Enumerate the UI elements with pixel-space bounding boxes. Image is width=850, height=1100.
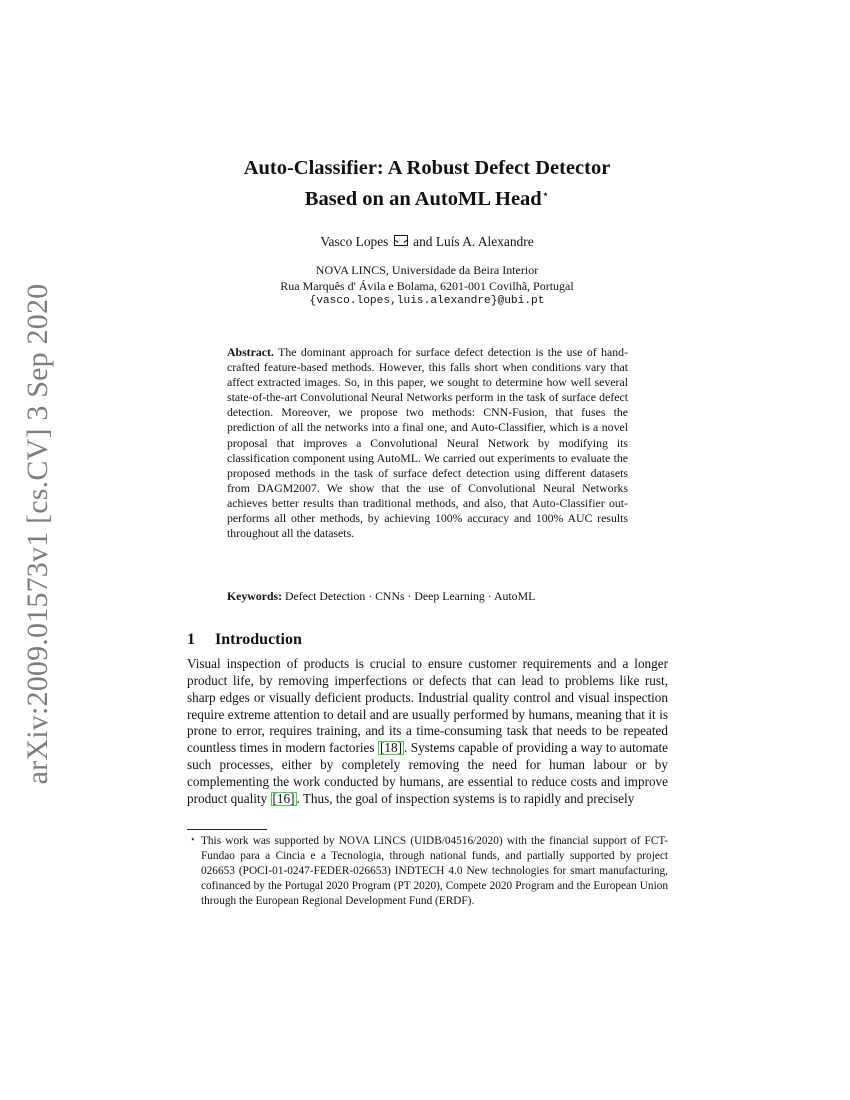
paper-title	[180, 155, 674, 212]
author-list	[180, 233, 674, 251]
arxiv-identifier: arXiv:2009.01573v1 [cs.CV] 3 Sep 2020	[21, 283, 54, 785]
citation-link-16[interactable]: [16]	[272, 790, 295, 806]
section-title: Introduction	[215, 631, 302, 648]
author-emails: {vasco.lopes,luis.alexandre}@ubi.pt	[309, 295, 545, 307]
footnote-rule	[187, 829, 267, 830]
author-first: Vasco Lopes	[320, 234, 389, 249]
footnote-text: This work was supported by NOVA LINCS (UIDB/04516/2020) with the financial support of FCT-Fundao para a Cincia e a Tecnologia, through national funds, and partially supported by project 026653 (POCI-01-0247-FEDER-026653) INDTECH 4.0 New technologies for smart manufacturing, cofinanced by the Portugal 2020 Program (PT 2020), Compete 2020 Program and the European Union through the European Regional Development Fund (ERDF).	[201, 835, 668, 908]
intro-text-3: . Thus, the goal of inspection systems is to rapidly and precisely	[296, 790, 635, 806]
keywords-text: Defect Detection · CNNs · Deep Learning · AutoML	[285, 589, 536, 603]
keywords-label: Keywords:	[227, 589, 283, 603]
author-second: Luís A. Alexandre	[435, 234, 534, 249]
title-line-2-text: Based on an AutoML Head	[304, 188, 542, 210]
section-heading	[187, 631, 302, 649]
footnote	[187, 834, 668, 909]
citation-link-18[interactable]: [18]	[379, 740, 402, 756]
section-number: 1	[187, 631, 195, 648]
envelope-icon	[394, 235, 408, 246]
title-footnote-mark: ⋆	[541, 187, 550, 201]
abstract-text: The dominant approach for surface defect detection is the use of hand-crafted feature-based methods. However, this falls short when conditions vary that affect extracted images. So, in this paper, we sought to determine how well several state-of-the-art Convolutional Neural Networks perform in the task of surface defect detection. Moreover, we propose two methods: CNN-Fusion, that fuses the prediction of all the networks into a final one, and Auto-Classifier, which is a novel proposal that improves a Convolutional Neural Network by modifying its classification component using AutoML. We carried out experiments to evaluate the proposed methods in the task of surface defect detection using different datasets from DAGM2007. We show that the use of Convolutional Neural Networks achieves better results than traditional methods, and also, that Auto-Classifier out-performs all other methods, by achieving 100% accuracy and 100% AUC results throughout all the datasets.	[227, 345, 628, 541]
title-line-2	[180, 181, 674, 212]
abstract-label: Abstract.	[227, 345, 274, 359]
affiliation-line-2: Rua Marquês d' Ávila e Bolama, 6201-001 Covilhã, Portugal	[280, 278, 574, 293]
author-connector: and	[413, 234, 433, 249]
affiliation-block	[180, 263, 674, 310]
keywords	[227, 589, 628, 604]
introduction-paragraph	[187, 656, 668, 808]
intro-text-1: Visual inspection of products is crucial to ensure customer requirements and a longer product life, by removing imperfections or defects that can lead to problems like rust, sharp edges or visually deficient products. Industrial quality control and visual inspection require extreme attention to detail and are usually performed by humans, meaning that it is prone to error, requires training, and its a time-consuming task that needs to be repeated countless times in modern factories	[187, 656, 668, 756]
title-line-1: Auto-Classifier: A Robust Defect Detector	[243, 157, 611, 179]
abstract	[227, 345, 628, 541]
footnote-mark: ⋆	[190, 834, 196, 844]
intro-text-2: . Systems capable of providing a way to automate such processes, either by completely removing the need for human labour or by complementing the work conducted by humans, are essential to reduce costs and improve product quality	[187, 740, 668, 806]
affiliation-line-1: NOVA LINCS, Universidade da Beira Interior	[315, 263, 539, 277]
